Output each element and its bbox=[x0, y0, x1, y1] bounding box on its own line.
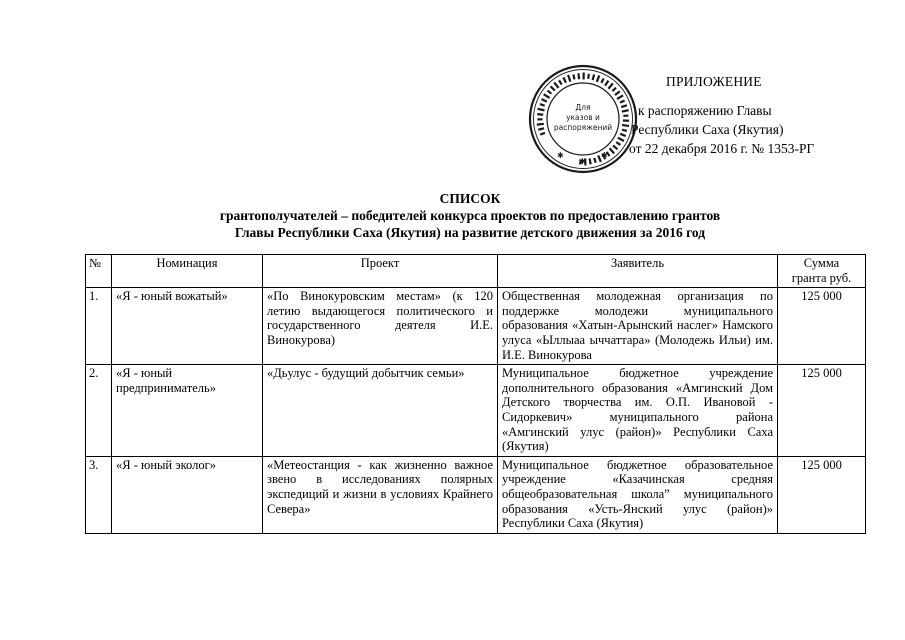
row-grant-sum: 125 000 bbox=[778, 288, 866, 365]
header-number: № bbox=[86, 255, 112, 288]
seal-letter-mark bbox=[562, 77, 567, 83]
appendix-line-1: к распоряжению Главы bbox=[638, 103, 772, 118]
row-applicant: Общественная молодежная организация по поддержке молодежи муниципального образования «Хатын-Арынский наслег» Намского улуса «Ыллыаа ыччаттара» (Молодежь Ильи) им. И.Е. Винокурова bbox=[498, 288, 778, 365]
seal-letter-mark bbox=[537, 108, 544, 112]
appendix-line-2: Республики Саха (Якутия) bbox=[631, 122, 784, 137]
row-number: 1. bbox=[86, 288, 112, 365]
row-grant-sum: 125 000 bbox=[778, 456, 866, 533]
seal-center-line-2: указов и bbox=[566, 113, 600, 122]
seal-letter-mark bbox=[550, 86, 556, 92]
seal-letter-mark bbox=[540, 103, 545, 107]
seal-letter-mark bbox=[537, 113, 543, 116]
title-line-3: Главы Республики Саха (Якутия) на развитие детского движения за 2016 год bbox=[234, 225, 706, 240]
seal-letter-mark bbox=[582, 72, 584, 79]
seal-letter-mark bbox=[547, 90, 552, 95]
table-row bbox=[86, 365, 866, 457]
table-row bbox=[86, 288, 866, 365]
grant-recipients-table bbox=[85, 254, 866, 534]
title-line-1: СПИСОК bbox=[439, 191, 501, 206]
header-nomination: Номинация bbox=[112, 255, 263, 288]
row-nomination: «Я - юный предприниматель» bbox=[112, 365, 263, 457]
row-project: «По Винокуровским местам» (к 120 летию выдающегося политического и государственного деятеля И.Е. Винокурова) bbox=[263, 288, 498, 365]
seal-letter-mark bbox=[592, 74, 596, 80]
row-number: 3. bbox=[86, 456, 112, 533]
title-line-2: грантополучателей – победителей конкурса проектов по предоставлению грантов bbox=[219, 208, 721, 223]
appendix-title: ПРИЛОЖЕНИЕ bbox=[666, 74, 762, 89]
svg-text:✱: ✱ bbox=[579, 157, 586, 166]
seal-letter-mark bbox=[541, 98, 547, 103]
seal-letter-mark bbox=[558, 80, 562, 85]
header-project: Проект bbox=[263, 255, 498, 288]
seal-letter-mark bbox=[593, 158, 597, 163]
seal-letter-mark bbox=[537, 118, 542, 120]
document-title bbox=[80, 190, 860, 241]
seal-letter-mark bbox=[538, 127, 544, 131]
seal-letter-mark bbox=[577, 73, 580, 79]
row-project: «Метеостанция - как жизненно важное звено в исследованиях полярных экспедиций и жизни в условиях Крайнего Севера» bbox=[263, 456, 498, 533]
row-project: «Дьулус - будущий добытчик семьи» bbox=[263, 365, 498, 457]
table-header-row bbox=[86, 255, 866, 288]
row-nomination: «Я - юный вожатый» bbox=[112, 288, 263, 365]
seal-center-line-3: распоряжений bbox=[553, 123, 613, 132]
seal-letter-mark bbox=[567, 75, 571, 82]
table-row bbox=[86, 456, 866, 533]
seal-center-line-1: Для bbox=[575, 103, 591, 112]
seal-letter-mark bbox=[587, 74, 590, 79]
header-applicant: Заявитель bbox=[498, 255, 778, 288]
row-applicant: Муниципальное бюджетное образовательное учреждение «Казачинская средняя общеобразовательная школа” муниципального образования «Усть-Янский улус (район)» Республики Саха (Якутия) bbox=[498, 456, 778, 533]
seal-letter-mark bbox=[589, 158, 592, 164]
seal-letter-mark bbox=[543, 93, 550, 99]
header-grant-sum bbox=[778, 255, 866, 288]
header-sum-line-2: гранта руб. bbox=[791, 270, 852, 285]
seal-letter-mark bbox=[537, 123, 544, 126]
row-grant-sum: 125 000 bbox=[778, 365, 866, 457]
row-applicant: Муниципальное бюджетное учреждение дополнительного образования «Амгинский Дом Детского творчества им. О.П. Ивановой - Сидоркевич» муниципального района «Амгинский улус (район)» Республики Саха (Якутия) bbox=[498, 365, 778, 457]
appendix-header bbox=[600, 72, 860, 158]
row-number: 2. bbox=[86, 365, 112, 457]
seal-letter-mark bbox=[553, 82, 559, 89]
svg-text:✱: ✱ bbox=[557, 151, 564, 160]
row-nomination: «Я - юный эколог» bbox=[112, 456, 263, 533]
seal-letter-mark bbox=[540, 132, 545, 136]
header-sum-line-1: Сумма bbox=[803, 256, 840, 270]
appendix-line-3: от 22 декабря 2016 г. № 1353-РГ bbox=[629, 141, 815, 156]
seal-letter-mark bbox=[572, 74, 575, 79]
svg-text:✱: ✱ bbox=[601, 151, 608, 160]
